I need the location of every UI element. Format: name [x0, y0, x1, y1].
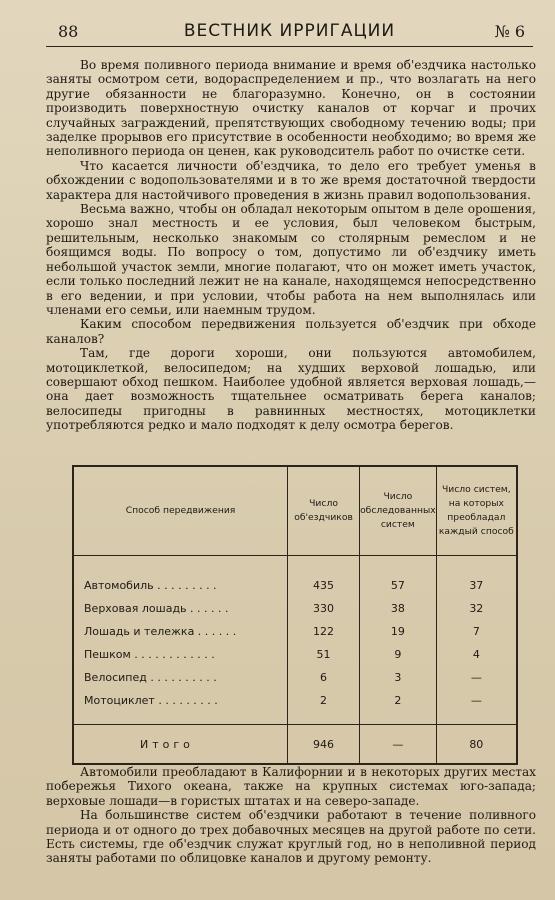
cell-systems: 3 [360, 666, 437, 689]
page-number: 88 [58, 22, 79, 41]
paragraph: Весьма важно, чтобы он обладал некоторым опытом в деле орошения, хорошо знал местность и ее условия, был человеком быстрым, решительным, несколько знакомым со столярным ремеслом и не боящимся воды. По вопросу о том, допустимо ли об'ездчику иметь небольшой участок земли, многие полагают, что он может иметь участок, если только последний лежит не на канале, находящемся непосредственно в его ведении, и при условии, чтобы работа на нем выполнялась или членами его семьи, или наемным трудом. [46, 202, 536, 317]
cell-systems: 9 [360, 643, 437, 666]
cell-systems: 19 [360, 620, 437, 643]
cell-prevailing: — [436, 689, 517, 725]
row-label: Мотоциклет . . . . . . . . . [73, 689, 288, 725]
table-row [73, 597, 517, 620]
cell-riders: 122 [288, 620, 360, 643]
total-riders: 946 [288, 725, 360, 765]
paragraph: Во время поливного периода внимание и время об'ездчика настолько заняты осмотром сети, водораспределением и пр., что возлагать на него другие обязанности не благоразумно. Конечно, он в состоянии производить поверхностную очистку каналов от корчаг и прочих случайных заграждений, препятствующих свободному течению воды; при заделке прорывов его присутствие в особенности необходимо; во время же неполивного периода он ценен, как руководситель работ по очистке сети. [46, 58, 536, 159]
cell-riders: 330 [288, 597, 360, 620]
table-row [73, 643, 517, 666]
paragraph: Каким способом передвижения пользуется об'ездчик при обходе каналов? [46, 317, 536, 346]
row-label: Автомобиль . . . . . . . . . [73, 556, 288, 598]
cell-riders: 2 [288, 689, 360, 725]
total-prevailing: 80 [436, 725, 517, 765]
table-row [73, 666, 517, 689]
table-row [73, 689, 517, 725]
column-header: Число систем, на которых преобладал каждый способ [436, 466, 517, 556]
cell-prevailing: 7 [436, 620, 517, 643]
table-header-row [73, 466, 517, 556]
column-header: Способ передвижения [73, 466, 288, 556]
cell-riders: 435 [288, 556, 360, 598]
cell-riders: 51 [288, 643, 360, 666]
cell-prevailing: — [436, 666, 517, 689]
cell-prevailing: 37 [436, 556, 517, 598]
paragraph: Там, где дороги хороши, они пользуются автомобилем, мотоциклеткой, велосипедом; на худших верховой лошадью, или совершают обход пешком. Наиболее удобной является верховая лошадь,—она дает возможность тщательнее осматривать берега каналов; велосипеды пригодны в равнинных местностях, мотоциклетки употребляются редко и мало подходят к делу осмотра берегов. [46, 346, 536, 433]
row-label: Пешком . . . . . . . . . . . . [73, 643, 288, 666]
cell-systems: 2 [360, 689, 437, 725]
paragraph: Автомобили преобладают в Калифорнии и в некоторых других местах побережья Тихого океана, также на крупных системах юго-запада; верховые лошади—в гористых штатах и на северо-западе. [46, 765, 536, 808]
row-label: Велосипед . . . . . . . . . . [73, 666, 288, 689]
cell-systems: 57 [360, 556, 437, 598]
body-text-top [46, 58, 536, 433]
body-text-bottom [46, 765, 536, 866]
cell-prevailing: 4 [436, 643, 517, 666]
total-label: Итого [73, 725, 288, 765]
journal-title: ВЕСТНИК ИРРИГАЦИИ [183, 21, 396, 41]
column-header: Число об'ездчиков [288, 466, 360, 556]
table-row [73, 620, 517, 643]
column-header: Число обследованных систем [360, 466, 437, 556]
issue-number: № 6 [494, 22, 525, 41]
page-header [46, 20, 533, 47]
row-label: Лошадь и тележка . . . . . . [73, 620, 288, 643]
paragraph: На большинстве систем об'ездчики работают в течение поливного периода и от одного до трех добавочных месяцев на другой работе по сети. Есть системы, где об'ездчик служат круглый год, но в неполивной период заняты работами по облицовке каналов и другому ремонту. [46, 808, 536, 866]
total-systems: — [360, 725, 437, 765]
row-label: Верховая лошадь . . . . . . [73, 597, 288, 620]
table-total-row [73, 725, 517, 765]
transport-table [72, 465, 518, 765]
cell-systems: 38 [360, 597, 437, 620]
table-row [73, 556, 517, 598]
paragraph: Что касается личности об'ездчика, то дело его требует уменья в обхождении с водопользователями и в то же время достаточной твердости характера для настойчивого проведения в жизнь правил водопользования. [46, 158, 536, 202]
cell-prevailing: 32 [436, 597, 517, 620]
cell-riders: 6 [288, 666, 360, 689]
